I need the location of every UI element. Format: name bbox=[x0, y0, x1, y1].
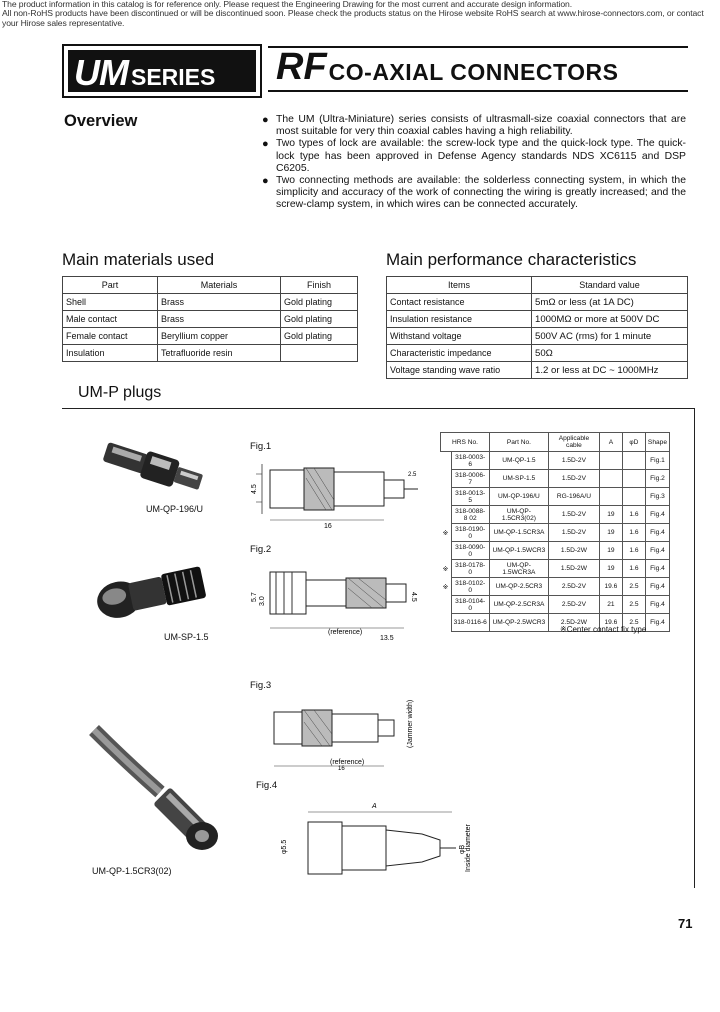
cell: Brass bbox=[158, 311, 281, 328]
figure-4-drawing bbox=[262, 800, 472, 882]
cell: Shell bbox=[63, 294, 158, 311]
title-rest: CO-AXIAL CONNECTORS bbox=[328, 59, 619, 85]
figure-1-drawing bbox=[244, 454, 424, 530]
cell: 318-0003-6 bbox=[451, 452, 489, 470]
cell: Gold plating bbox=[281, 311, 358, 328]
cell: UM-QP-2.5CR3 bbox=[489, 578, 548, 596]
col-header: Standard value bbox=[532, 277, 688, 294]
table-row bbox=[387, 328, 688, 345]
cell bbox=[599, 452, 622, 470]
cell: 318-0013-5 bbox=[451, 488, 489, 506]
dim-text: 4.5 bbox=[251, 484, 258, 494]
notice-line-1: The product information in this catalog is for reference only. Please request the Engineering Drawing for the most current and accurate design information. bbox=[2, 0, 572, 9]
materials-heading: Main materials used bbox=[62, 250, 215, 269]
overview-heading: Overview bbox=[64, 112, 138, 130]
cell: Fig.3 bbox=[645, 488, 669, 506]
cell: 19.6 bbox=[599, 614, 622, 632]
cell: 1.6 bbox=[622, 506, 645, 524]
performance-table bbox=[386, 276, 688, 379]
cell bbox=[441, 596, 452, 614]
cell: 1.5D-2W bbox=[548, 560, 599, 578]
cell: 2.5D-2W bbox=[548, 614, 599, 632]
col-header: Applicable cable bbox=[548, 433, 599, 452]
cell bbox=[622, 470, 645, 488]
cell: Fig.4 bbox=[645, 614, 669, 632]
col-header: HRS No. bbox=[441, 433, 490, 452]
dim-text: φB bbox=[459, 844, 466, 854]
cell: Beryllium copper bbox=[158, 328, 281, 345]
series-banner bbox=[62, 44, 262, 98]
cell: 1.5D-2V bbox=[548, 506, 599, 524]
cell: 1.6 bbox=[622, 524, 645, 542]
col-header: Materials bbox=[158, 277, 281, 294]
table-row bbox=[441, 542, 670, 560]
cell: Male contact bbox=[63, 311, 158, 328]
cell: Fig.4 bbox=[645, 506, 669, 524]
table-row bbox=[63, 294, 358, 311]
cell bbox=[599, 470, 622, 488]
cell: 1.6 bbox=[622, 560, 645, 578]
cell: Insulation bbox=[63, 345, 158, 362]
col-header: Part No. bbox=[489, 433, 548, 452]
cell: UM-QP-1.5WCR3A bbox=[489, 560, 548, 578]
cell: UM-QP-1.5CR3(02) bbox=[489, 506, 548, 524]
cell: 318-0178-0 bbox=[451, 560, 489, 578]
catalog-notice bbox=[2, 0, 718, 28]
cell: ※ bbox=[442, 583, 449, 591]
table-row bbox=[387, 345, 688, 362]
cell bbox=[441, 614, 452, 632]
fig-label: Fig.3 bbox=[250, 680, 272, 691]
cell bbox=[281, 345, 358, 362]
cell: 50Ω bbox=[532, 345, 688, 362]
cell: 19.6 bbox=[599, 578, 622, 596]
dim-text: 5.7 bbox=[251, 592, 258, 602]
table-header-row bbox=[441, 433, 670, 452]
page-title bbox=[268, 46, 688, 92]
overview-bullet: ● The UM (Ultra-Miniature) series consists of ultrasmall-size coaxial connectors that are most suitable for very thin coaxial cables having a high reliability. bbox=[262, 114, 686, 138]
dim-text: (reference) bbox=[328, 629, 363, 636]
cell: 2.5D-2V bbox=[548, 578, 599, 596]
fig-label: Fig.4 bbox=[256, 780, 278, 791]
cell bbox=[441, 488, 452, 506]
page-number: 71 bbox=[678, 916, 693, 931]
cell: Fig.4 bbox=[645, 560, 669, 578]
dim-text: (reference) bbox=[330, 759, 365, 766]
cell: Contact resistance bbox=[387, 294, 532, 311]
cell: UM-QP-1.5WCR3 bbox=[489, 542, 548, 560]
cell: 2.5D-2V bbox=[548, 596, 599, 614]
table-row bbox=[63, 311, 358, 328]
cell: Tetrafluoride resin bbox=[158, 345, 281, 362]
banner-series: SERIES bbox=[131, 64, 216, 90]
cell: 1.6 bbox=[622, 542, 645, 560]
table-row bbox=[441, 578, 670, 596]
cell: ※ bbox=[442, 529, 449, 537]
col-header: A bbox=[599, 433, 622, 452]
fig-label: Fig.2 bbox=[250, 544, 272, 555]
section-divider-vertical bbox=[694, 408, 695, 888]
cell: Fig.2 bbox=[645, 470, 669, 488]
notice-line-2: All non-RoHS products have been discontinued or will be discontinued soon. Please check the products status on the Hirose website RoHS search at www.hirose-connectors.com, or contact your Hirose sales representative. bbox=[2, 8, 704, 28]
dim-text: (Jammer width) bbox=[407, 699, 414, 748]
cell: 318-0190-0 bbox=[451, 524, 489, 542]
table-row bbox=[63, 345, 358, 362]
cell: UM-QP-1.5 bbox=[489, 452, 548, 470]
cell: 19 bbox=[599, 542, 622, 560]
cell: Fig.4 bbox=[645, 578, 669, 596]
cell: Gold plating bbox=[281, 294, 358, 311]
table-header-row bbox=[387, 277, 688, 294]
cell: Insulation resistance bbox=[387, 311, 532, 328]
dim-text: 16 bbox=[338, 766, 345, 770]
cell: Fig.4 bbox=[645, 542, 669, 560]
photo-caption: UM-SP-1.5 bbox=[164, 632, 209, 642]
cell bbox=[599, 488, 622, 506]
cell: 5mΩ or less (at 1A DC) bbox=[532, 294, 688, 311]
cell: 19 bbox=[599, 524, 622, 542]
section-divider bbox=[62, 408, 694, 409]
overview-bullet: ● Two connecting methods are available: the solderless connecting system, in which the simplicity and accuracy of the work of connecting the wiring is greatly increased; and the screw-clamp system, in which wires can be connected accurately. bbox=[262, 175, 686, 211]
table-row bbox=[441, 470, 670, 488]
cell bbox=[441, 470, 452, 488]
cell bbox=[441, 542, 452, 560]
table-row bbox=[387, 362, 688, 379]
dim-text: 4.5 bbox=[410, 592, 417, 602]
cell: 318-0088-8 02 bbox=[451, 506, 489, 524]
cell: 2.5 bbox=[622, 578, 645, 596]
photo-caption: UM-QP-1.5CR3(02) bbox=[92, 866, 172, 876]
figure-3-drawing bbox=[244, 654, 424, 770]
table-row bbox=[63, 328, 358, 345]
dim-text: 2.5 bbox=[408, 472, 417, 478]
cell: Fig.1 bbox=[645, 452, 669, 470]
plug-photo-1 bbox=[96, 436, 216, 506]
cell: 318-0006-7 bbox=[451, 470, 489, 488]
cell: UM-SP-1.5 bbox=[489, 470, 548, 488]
cell: 318-0104-0 bbox=[451, 596, 489, 614]
col-header: Finish bbox=[281, 277, 358, 294]
cell: Gold plating bbox=[281, 328, 358, 345]
dim-text: A bbox=[372, 803, 377, 810]
cell: UM-QP-2.5CR3A bbox=[489, 596, 548, 614]
cell: UM-QP-196/U bbox=[489, 488, 548, 506]
table-header-row bbox=[63, 277, 358, 294]
dim-text: φ5.5 bbox=[281, 839, 288, 854]
cell: Fig.4 bbox=[645, 524, 669, 542]
cell: Brass bbox=[158, 294, 281, 311]
photo-caption: UM-QP-196/U bbox=[146, 504, 204, 514]
cell: 318-0116-6 bbox=[451, 614, 489, 632]
cell bbox=[441, 452, 452, 470]
table-row bbox=[441, 452, 670, 470]
plug-photo-2 bbox=[90, 556, 220, 626]
cell: 318-0090-0 bbox=[451, 542, 489, 560]
table-row bbox=[387, 294, 688, 311]
cell: 1000MΩ or more at 500V DC bbox=[532, 311, 688, 328]
cell: 1.5D-2V bbox=[548, 470, 599, 488]
dim-text: Inside diameter bbox=[465, 824, 472, 872]
fig-label: Fig.1 bbox=[250, 441, 272, 452]
cell: 1.2 or less at DC ~ 1000MHz bbox=[532, 362, 688, 379]
col-header: φD bbox=[622, 433, 645, 452]
cell: 19 bbox=[599, 506, 622, 524]
table-row bbox=[441, 560, 670, 578]
overview-bullet: ● Two types of lock are available: the screw-lock type and the quick-lock type. The quick-lock type has been approved in Defense Agency standards NDS XC6115 and DSP C6205. bbox=[262, 138, 686, 174]
cell: RG-196A/U bbox=[548, 488, 599, 506]
cell: 1.5D-2W bbox=[548, 542, 599, 560]
table-row bbox=[387, 311, 688, 328]
table-row bbox=[441, 488, 670, 506]
dim-text: 13.5 bbox=[380, 635, 394, 640]
part-spec-table bbox=[440, 432, 670, 632]
cell: Voltage standing wave ratio bbox=[387, 362, 532, 379]
cell: 21 bbox=[599, 596, 622, 614]
cell: Characteristic impedance bbox=[387, 345, 532, 362]
col-header: Part bbox=[63, 277, 158, 294]
col-header: Items bbox=[387, 277, 532, 294]
cell: ※ bbox=[442, 565, 449, 573]
table-row bbox=[441, 596, 670, 614]
cell: 2.5 bbox=[622, 596, 645, 614]
col-header: Shape bbox=[645, 433, 669, 452]
overview-list bbox=[262, 114, 686, 212]
cell bbox=[622, 452, 645, 470]
cell: UM-QP-1.5CR3A bbox=[489, 524, 548, 542]
plugs-heading: UM-P plugs bbox=[78, 384, 162, 401]
table-row bbox=[441, 506, 670, 524]
cell: 1.5D-2V bbox=[548, 452, 599, 470]
cell: 2.5 bbox=[622, 614, 645, 632]
cell: Fig.4 bbox=[645, 596, 669, 614]
dim-text: 3.0 bbox=[259, 596, 266, 606]
cell: 19 bbox=[599, 560, 622, 578]
center-contact-note: ※Center contact fix type bbox=[560, 625, 647, 634]
performance-heading: Main performance characteristics bbox=[386, 250, 637, 269]
dim-text: 16 bbox=[324, 523, 332, 530]
cell: Female contact bbox=[63, 328, 158, 345]
cell: 318-0102-0 bbox=[451, 578, 489, 596]
materials-table bbox=[62, 276, 358, 362]
table-row bbox=[441, 524, 670, 542]
cell bbox=[622, 488, 645, 506]
cell: 1.5D-2V bbox=[548, 524, 599, 542]
plug-photo-3 bbox=[84, 720, 224, 860]
cell: Withstand voltage bbox=[387, 328, 532, 345]
banner-um: UM bbox=[74, 52, 128, 93]
title-rf: RF bbox=[276, 46, 327, 88]
cell: 500V AC (rms) for 1 minute bbox=[532, 328, 688, 345]
figure-2-drawing bbox=[244, 558, 424, 640]
cell bbox=[441, 506, 452, 524]
cell: UM-QP-2.5WCR3 bbox=[489, 614, 548, 632]
